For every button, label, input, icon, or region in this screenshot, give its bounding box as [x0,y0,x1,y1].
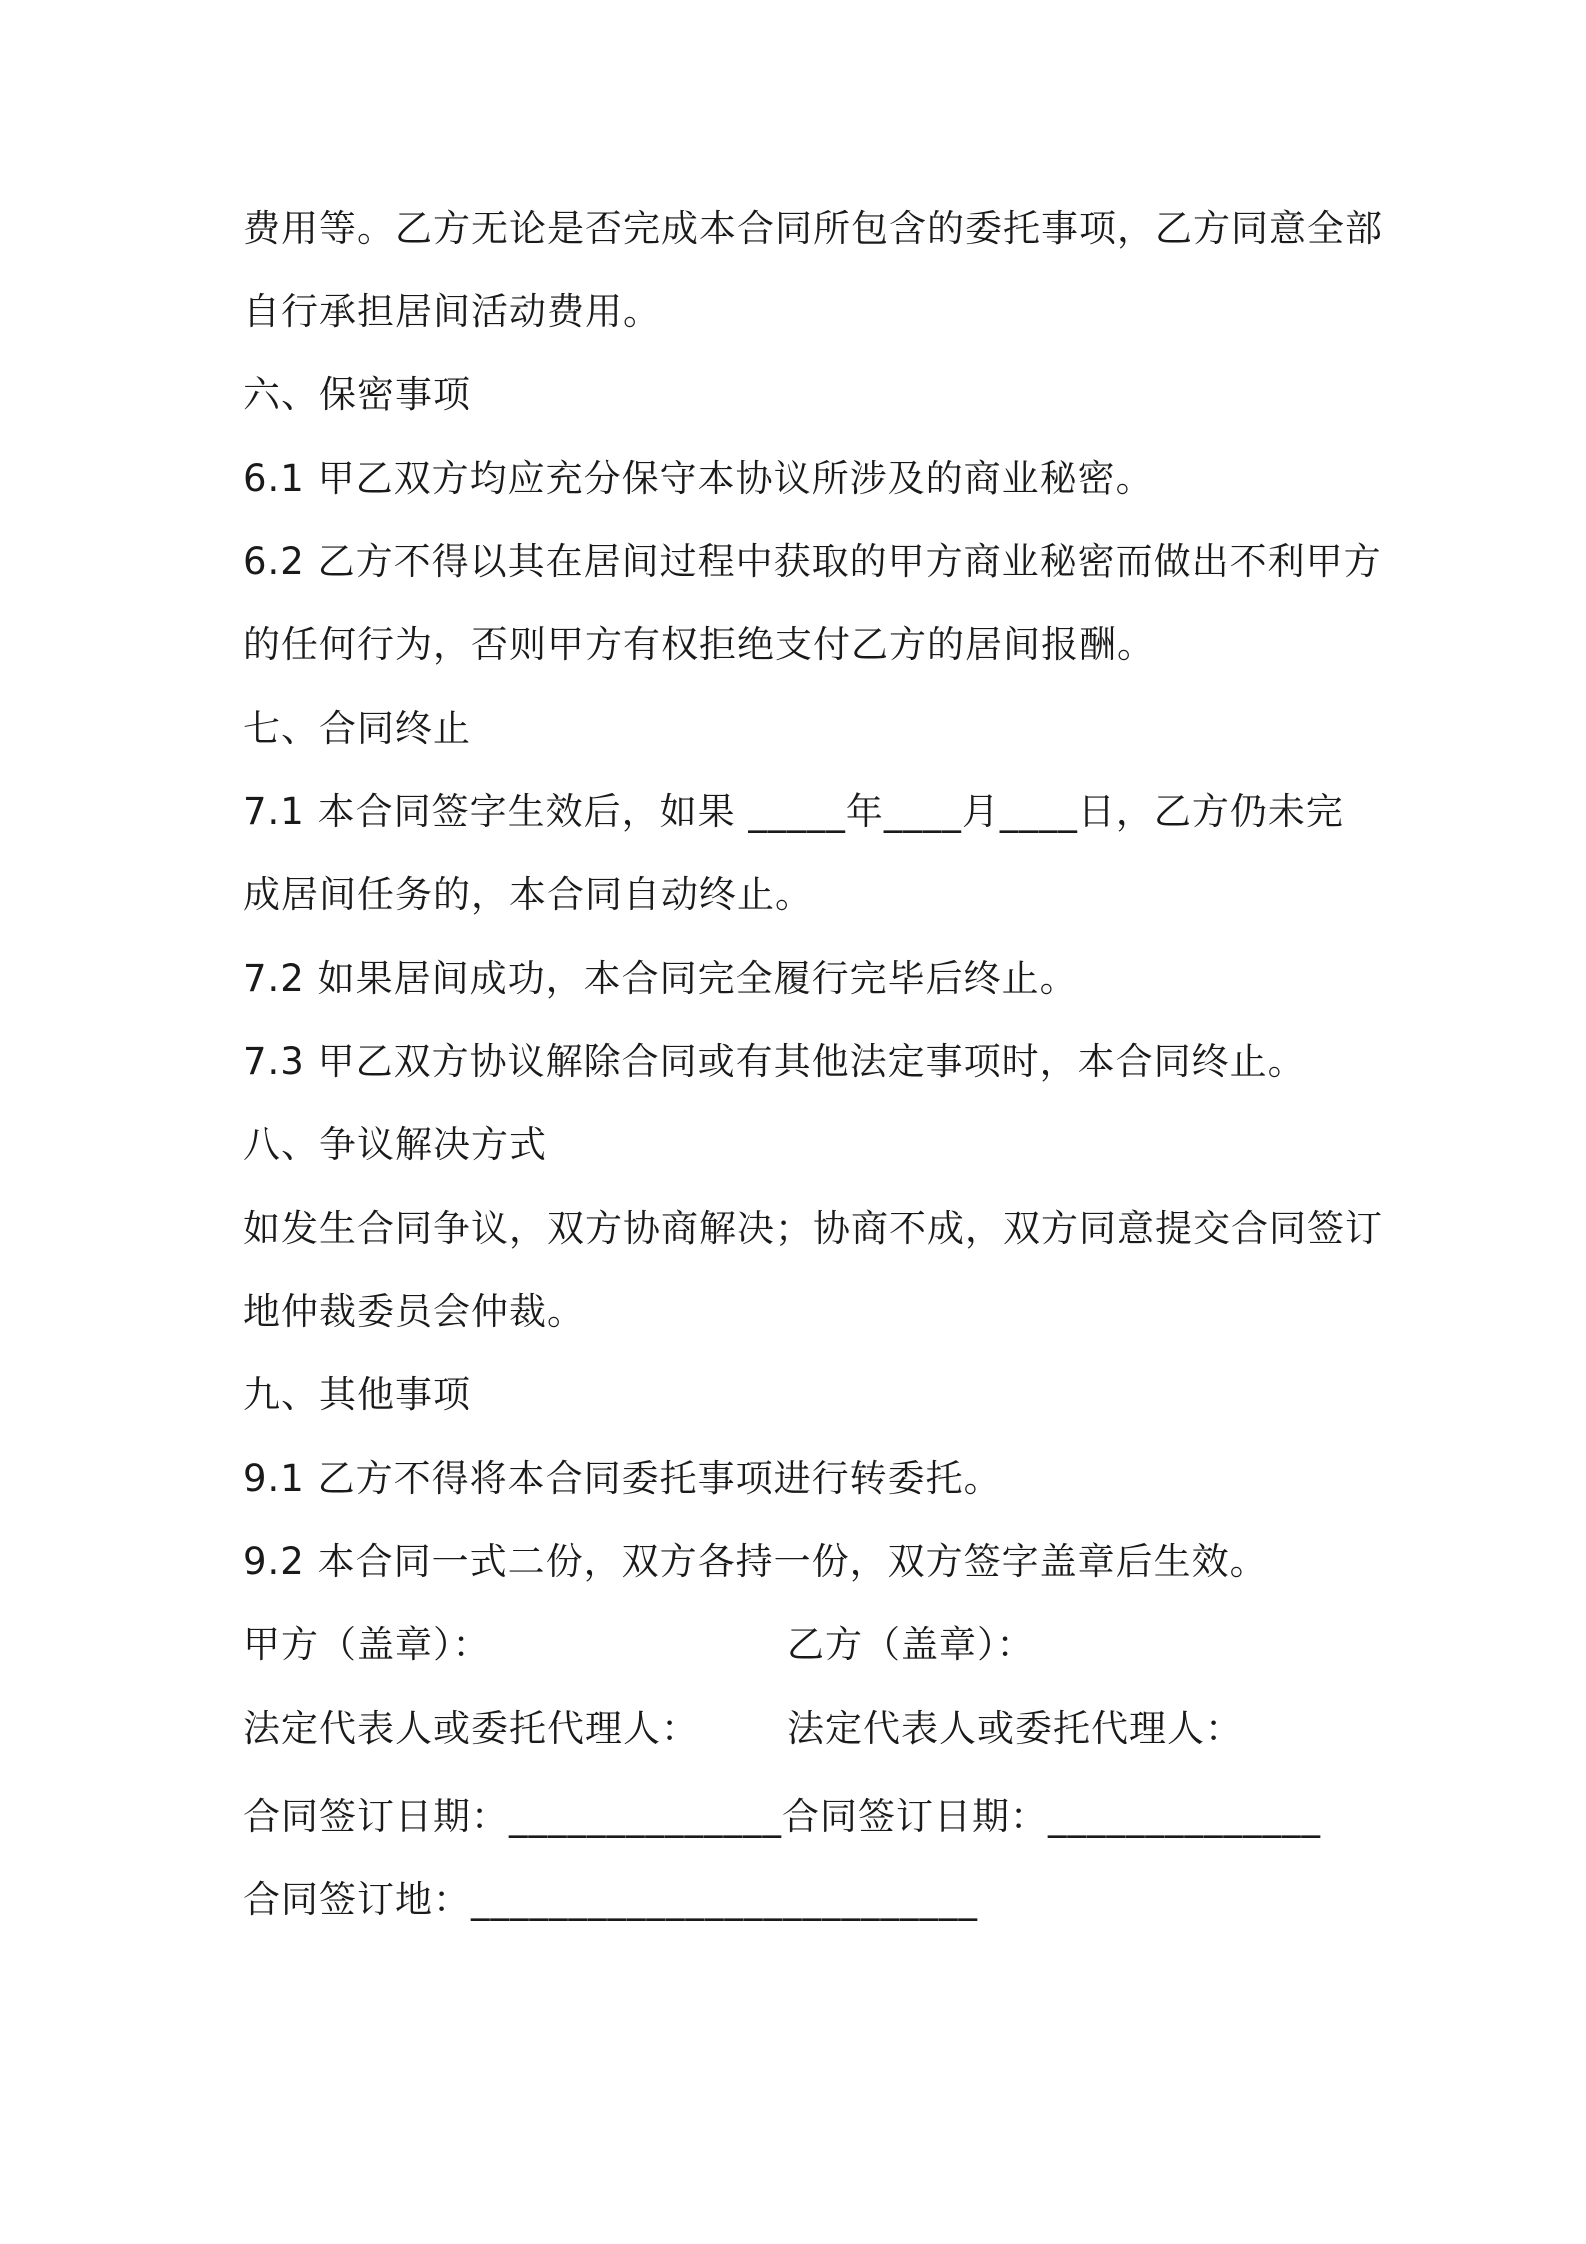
party-b-seal: 乙方（盖章）： [787,1623,1035,1666]
clause-line: 成居间任务的，本合同自动终止。 [243,873,813,916]
clause-line: 6.1 甲乙双方均应充分保守本协议所涉及的商业秘密。 [243,457,1154,500]
clause-line: 7.1 本合同签字生效后，如果 _____年____月____日，乙方仍未完 [243,790,1344,833]
paragraph-line: 自行承担居间活动费用。 [243,290,661,333]
section-heading: 六、保密事项 [243,373,471,416]
section-heading: 八、争议解决方式 [243,1123,547,1166]
paragraph-line: 如发生合同争议，双方协商解决；协商不成，双方同意提交合同签订 [243,1207,1383,1250]
party-a-representative: 法定代表人或委托代理人： [243,1707,699,1750]
party-a-seal: 甲方（盖章）： [243,1623,491,1666]
paragraph-line: 费用等。乙方无论是否完成本合同所包含的委托事项，乙方同意全部 [243,207,1383,250]
clause-line: 7.2 如果居间成功，本合同完全履行完毕后终止。 [243,957,1078,1000]
section-heading: 九、其他事项 [243,1373,471,1416]
party-b-representative: 法定代表人或委托代理人： [787,1707,1243,1750]
clause-line: 6.2 乙方不得以其在居间过程中获取的甲方商业秘密而做出不利甲方 [243,540,1382,583]
signing-date-line: 合同签订日期：______________合同签订日期：______________ [243,1795,1321,1838]
signing-place-line: 合同签订地：__________________________ [243,1878,978,1921]
section-heading: 七、合同终止 [243,707,471,750]
clause-line: 9.2 本合同一式二份，双方各持一份，双方签字盖章后生效。 [243,1540,1268,1583]
clause-line: 9.1 乙方不得将本合同委托事项进行转委托。 [243,1457,1002,1500]
clause-line: 7.3 甲乙双方协议解除合同或有其他法定事项时，本合同终止。 [243,1040,1306,1083]
paragraph-line: 地仲裁委员会仲裁。 [243,1290,585,1333]
clause-line: 的任何行为，否则甲方有权拒绝支付乙方的居间报酬。 [243,623,1155,666]
